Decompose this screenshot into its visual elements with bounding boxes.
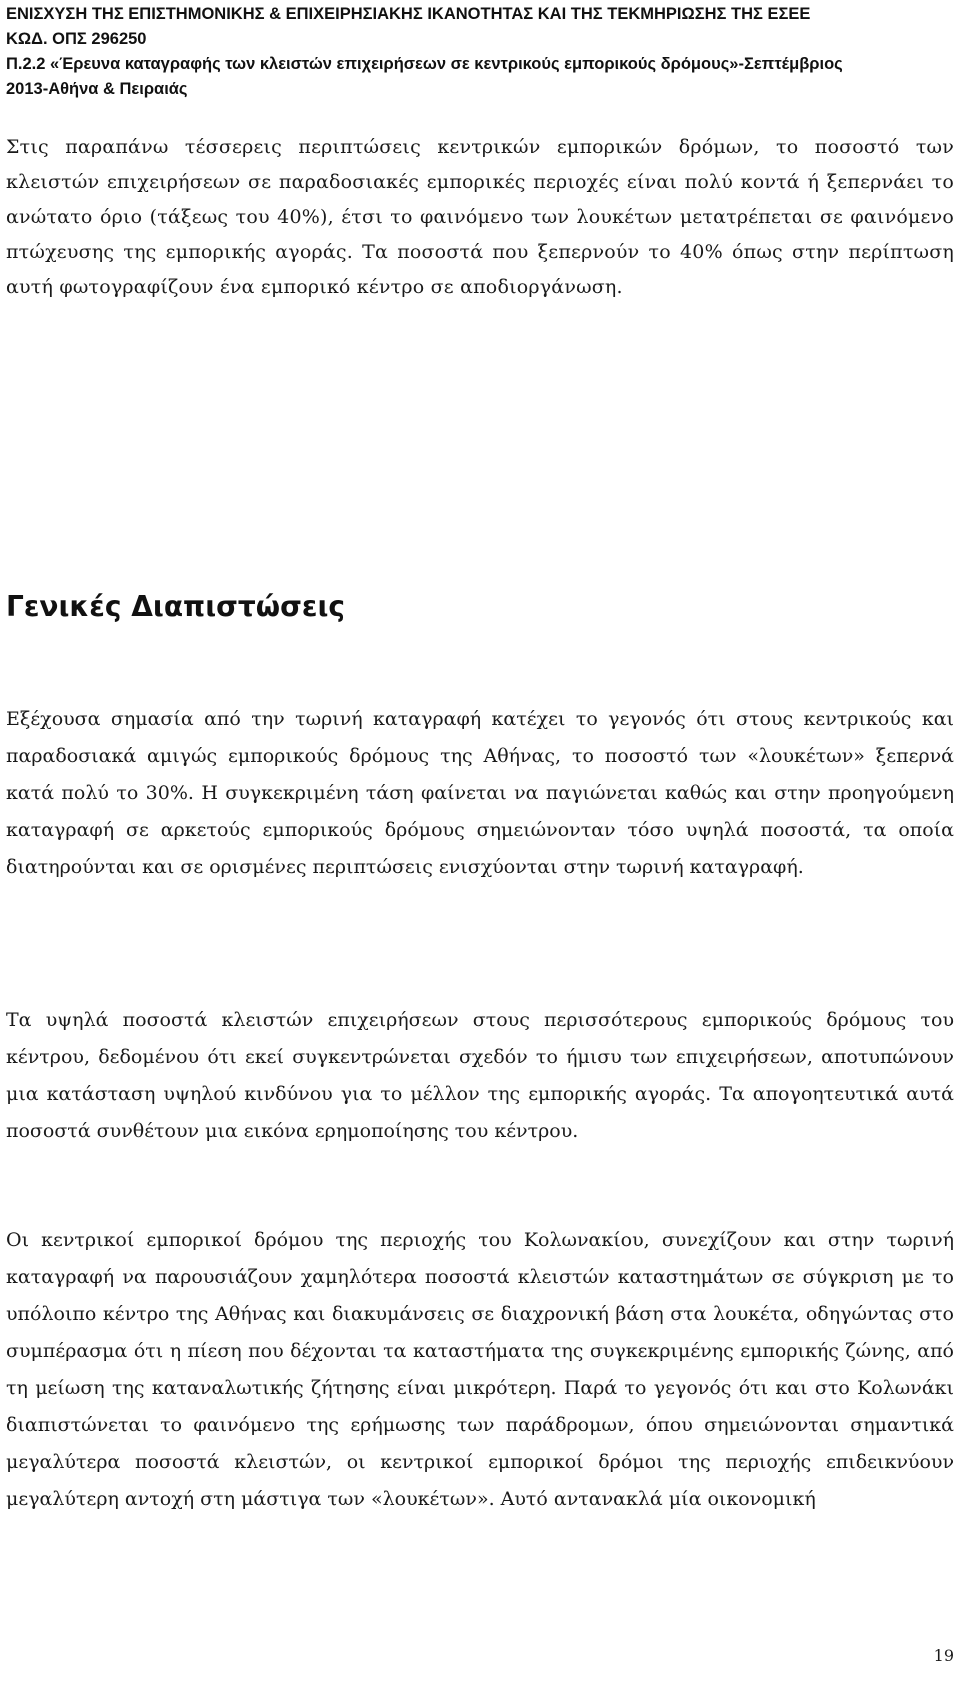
header-line-program: ΕΝΙΣΧΥΣΗ ΤΗΣ ΕΠΙΣΤΗΜΟΝΙΚΗΣ & ΕΠΙΧΕΙΡΗΣΙΑΚΗΣ ΙΚΑΝΟΤΗΤΑΣ ΚΑΙ ΤΗΣ ΤΕΚΜΗΡΙΩΣΗΣ ΤΗΣ ΕΣΕΕ [6, 5, 811, 23]
page-number: 19 [933, 1646, 954, 1665]
header-line-code: ΚΩΔ. ΟΠΣ 296250 [6, 30, 147, 48]
document-header [6, 2, 954, 102]
header-line-deliverable: Π.2.2 «Έρευνα καταγραφής των κλειστών επιχειρήσεων σε κεντρικούς εμπορικούς δρόμους»-Σεπτέμβριος [6, 55, 843, 73]
section-heading: Γενικές Διαπιστώσεις [6, 590, 346, 623]
paragraph-findings-1: Εξέχουσα σημασία από την τωρινή καταγραφή κατέχει το γεγονός ότι στους κεντρικούς και παραδοσιακά αμιγώς εμπορικούς δρόμους της Αθήνας, το ποσοστό των «λουκέτων» ξεπερνά κατά πολύ το 30%. Η συγκεκριμένη τάση φαίνεται να παγιώνεται καθώς και στην προηγούμενη καταγραφή σε αρκετούς εμπορικούς δρόμους σημειώνονταν τόσο υψηλά ποσοστά, τα οποία διατηρούνται και σε ορισμένες περιπτώσεις ενισχύονται στην τωρινή καταγραφή. [6, 708, 954, 878]
paragraph-intro: Στις παραπάνω τέσσερεις περιπτώσεις κεντρικών εμπορικών δρόμων, το ποσοστό των κλειστών επιχειρήσεων σε παραδοσιακές εμπορικές περιοχές είναι πολύ κοντά ή ξεπερνάει το ανώτατο όριο (τάξεως του 40%), έτσι το φαινόμενο των λουκέτων μετατρέπεται σε φαινόμενο πτώχευσης της εμπορικής αγοράς. Τα ποσοστά που ξεπερνούν το 40% όπως στην περίπτωση αυτή φωτογραφίζουν ένα εμπορικό κέντρο σε αποδιοργάνωση. [6, 136, 954, 298]
paragraph-findings-3: Οι κεντρικοί εμπορικοί δρόμου της περιοχής του Κολωνακίου, συνεχίζουν και στην τωρινή καταγραφή να παρουσιάζουν χαμηλότερα ποσοστά κλειστών καταστημάτων σε σύγκριση με το υπόλοιπο κέντρο της Αθήνας και διακυμάνσεις σε διαχρονική βάση στα λουκέτα, οδηγώντας στο συμπέρασμα ότι η πίεση που δέχονται τα καταστήματα της συγκεκριμένης εμπορικής ζώνης, από τη μείωση της καταναλωτικής ζήτησης είναι μικρότερη. Παρά το γεγονός ότι και στο Κολωνάκι διαπιστώνεται το φαινόμενο της ερήμωσης των παράδρομων, όπου σημειώνονται σημαντικά μεγαλύτερα ποσοστά κλειστών, οι κεντρικοί εμπορικοί δρόμοι της περιοχής επιδεικνύουν μεγαλύτερη αντοχή στη μάστιγα των «λουκέτων». Αυτό αντανακλά μία οικονομική [6, 1229, 954, 1510]
paragraph-findings-2: Τα υψηλά ποσοστά κλειστών επιχειρήσεων στους περισσότερους εμπορικούς δρόμους του κέντρου, δεδομένου ότι εκεί συγκεντρώνεται σχεδόν το ήμισυ των επιχειρήσεων, αποτυπώνουν μια κατάσταση υψηλού κινδύνου για το μέλλον της εμπορικής αγοράς. Τα απογοητευτικά αυτά ποσοστά συνθέτουν μια εικόνα ερημοποίησης του κέντρου. [6, 1009, 954, 1142]
header-line-date: 2013-Αθήνα & Πειραιάς [6, 80, 188, 98]
